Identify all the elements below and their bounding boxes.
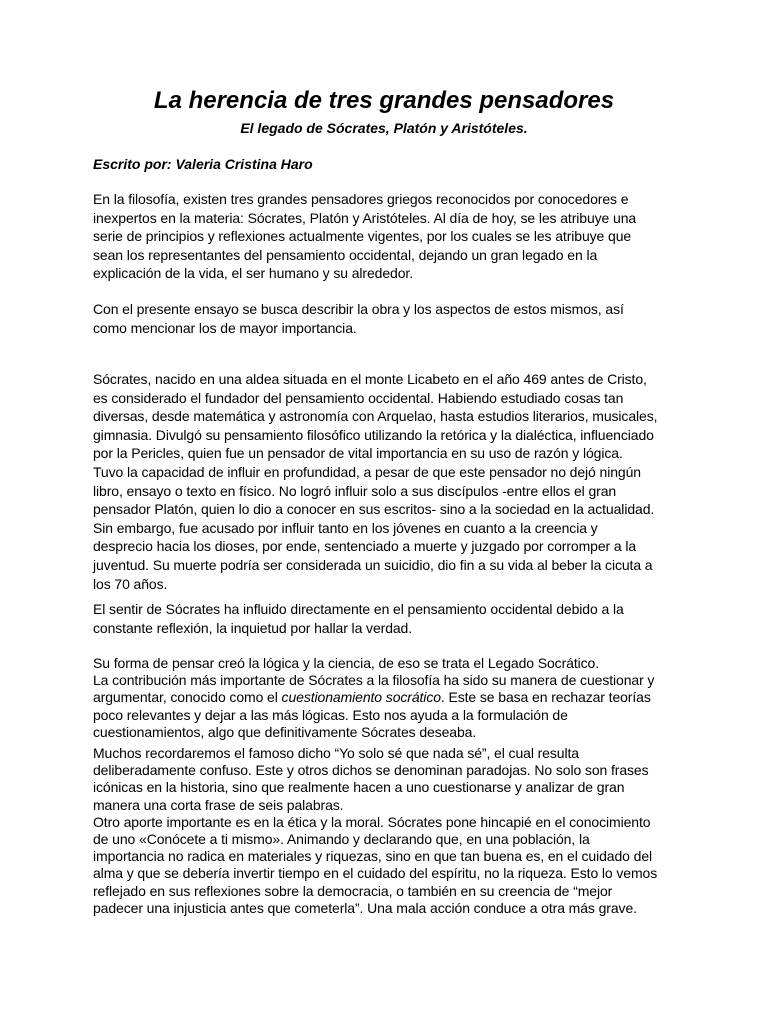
paragraph-line: poco relevantes y dejar a las más lógicas. Esto nos ayuda a la formulación de (93, 706, 568, 723)
paragraph-line: los 70 años. (93, 575, 168, 592)
paragraph-line: Su forma de pensar creó la lógica y la ciencia, de eso se trata el Legado Socrático. (93, 655, 600, 671)
document-subtitle: El legado de Sócrates, Platón y Aristóteles. (240, 120, 528, 136)
paragraph-line: inexpertos en la materia: Sócrates, Platón y Aristóteles. Al día de hoy, se les atribuye una (93, 209, 637, 226)
paragraph-line: sean los representantes del pensamiento occidental, dejando un gran legado en la (93, 246, 598, 263)
paragraph-socratic-legacy (93, 655, 683, 741)
paragraph-line: juventud. Su muerte podría ser considerada un suicidio, dio fin a su vida al beber la cicuta a (93, 556, 653, 573)
paragraph-line: La contribución más importante de Sócrates a la filosofía ha sido su manera de cuestionar y (93, 672, 655, 689)
paragraph-socrates-bio (93, 370, 683, 593)
paragraph-line: Sócrates, nacido en una aldea situada en el monte Licabeto en el año 469 antes de Cristo, (93, 371, 647, 387)
line-segment: argumentar, conocido como el (93, 689, 282, 706)
author-line: Escrito por: Valeria Cristina Haro (93, 156, 313, 172)
paragraph-line: cuestionamientos, algo que definitivamente Sócrates deseaba. (93, 723, 477, 740)
paragraph-line: constante reflexión, la inquietud por hallar la verdad. (93, 619, 413, 636)
paragraph-intro (93, 190, 683, 283)
emphasized-term: cuestionamiento socrático (281, 689, 441, 706)
paragraph-line: importancia no radica en materiales y riquezas, sino en que tan buena es, en el cuidado del (93, 848, 653, 865)
paragraph-line: diversas, desde matemática y astronomía con Arquelao, hasta estudios literarios, musicales, (93, 408, 658, 425)
paragraph-line: El sentir de Sócrates ha influido directamente en el pensamiento occidental debido a la (93, 601, 624, 617)
paragraph-line: gimnasia. Divulgó su pensamiento filosófico utilizando la retórica y la dialéctica, influenciado (93, 426, 654, 443)
paragraph-line: manera una corta frase de seis palabras. (93, 796, 344, 813)
paragraph-line: Otro aporte importante es en la ética y la moral. Sócrates pone hincapié en el conocimiento (93, 813, 651, 830)
paragraph-line: Tuvo la capacidad de influir en profundidad, a pesar de que este pensador no dejó ningún (93, 463, 641, 480)
paragraph-line: desprecio hacia los dioses, por ende, sentenciado a muerte y juzgado por corromper a la (93, 538, 637, 555)
paragraph-line: alma y que se debería invertir tiempo en el cuidado del espíritu, no la riqueza. Esto lo vemos (93, 865, 658, 882)
line-segment: . Este se basa en rechazar teorías (440, 689, 651, 706)
paragraph-line: Con el presente ensayo se busca describir la obra y los aspectos de estos mismos, así (93, 301, 624, 317)
paragraph-line: deliberadamente confuso. Este y otros dichos se denominan paradojas. No solo son frases (93, 762, 649, 779)
paragraph-line: libro, ensayo o texto en físico. No logró influir solo a sus discípulos -entre ellos el gran (93, 482, 617, 499)
paragraph-purpose (93, 300, 683, 337)
paragraph-line: icónicas en la historia, sino que realmente hacen a uno cuestionarse y analizar de gran (93, 779, 625, 796)
paragraph-line: Sin embargo, fue acusado por influir tanto en los jóvenes en cuanto a la creencia y (93, 519, 598, 536)
document-title: La herencia de tres grandes pensadores (153, 87, 615, 114)
paragraph-line: padecer una injusticia antes que cometerla”. Una mala acción conduce a otra más grave. (93, 899, 637, 916)
paragraph-paradoxes-ethics (93, 745, 683, 917)
paragraph-line: En la filosofía, existen tres grandes pensadores griegos reconocidos por conocedores e (93, 191, 629, 207)
paragraph-line (93, 689, 683, 706)
paragraph-line: como mencionar los de mayor importancia. (93, 319, 357, 336)
paragraph-line: explicación de la vida, el ser humano y su alrededor. (93, 265, 414, 282)
paragraph-line: es considerado el fundador del pensamiento occidental. Habiendo estudiado cosas tan (93, 389, 624, 406)
paragraph-line: serie de principios y reflexiones actualmente vigentes, por los cuales se les atribuye que (93, 228, 632, 245)
paragraph-line: de uno «Conócete a ti mismo». Animando y declarando que, en una población, la (93, 830, 590, 847)
paragraph-line: pensador Platón, quien lo dio a conocer en sus escritos- sino a la sociedad en la actualidad. (93, 501, 655, 518)
paragraph-line: Muchos recordaremos el famoso dicho “Yo solo sé que nada sé”, el cual resulta (93, 745, 579, 761)
paragraph-line: por la Pericles, quien fue un pensador de vital importancia en su uso de razón y lógica. (93, 445, 623, 462)
paragraph-socrates-influence (93, 600, 683, 637)
paragraph-line: reflejado en sus reflexiones sobre la democracia, o también en su creencia de “mejor (93, 882, 613, 899)
